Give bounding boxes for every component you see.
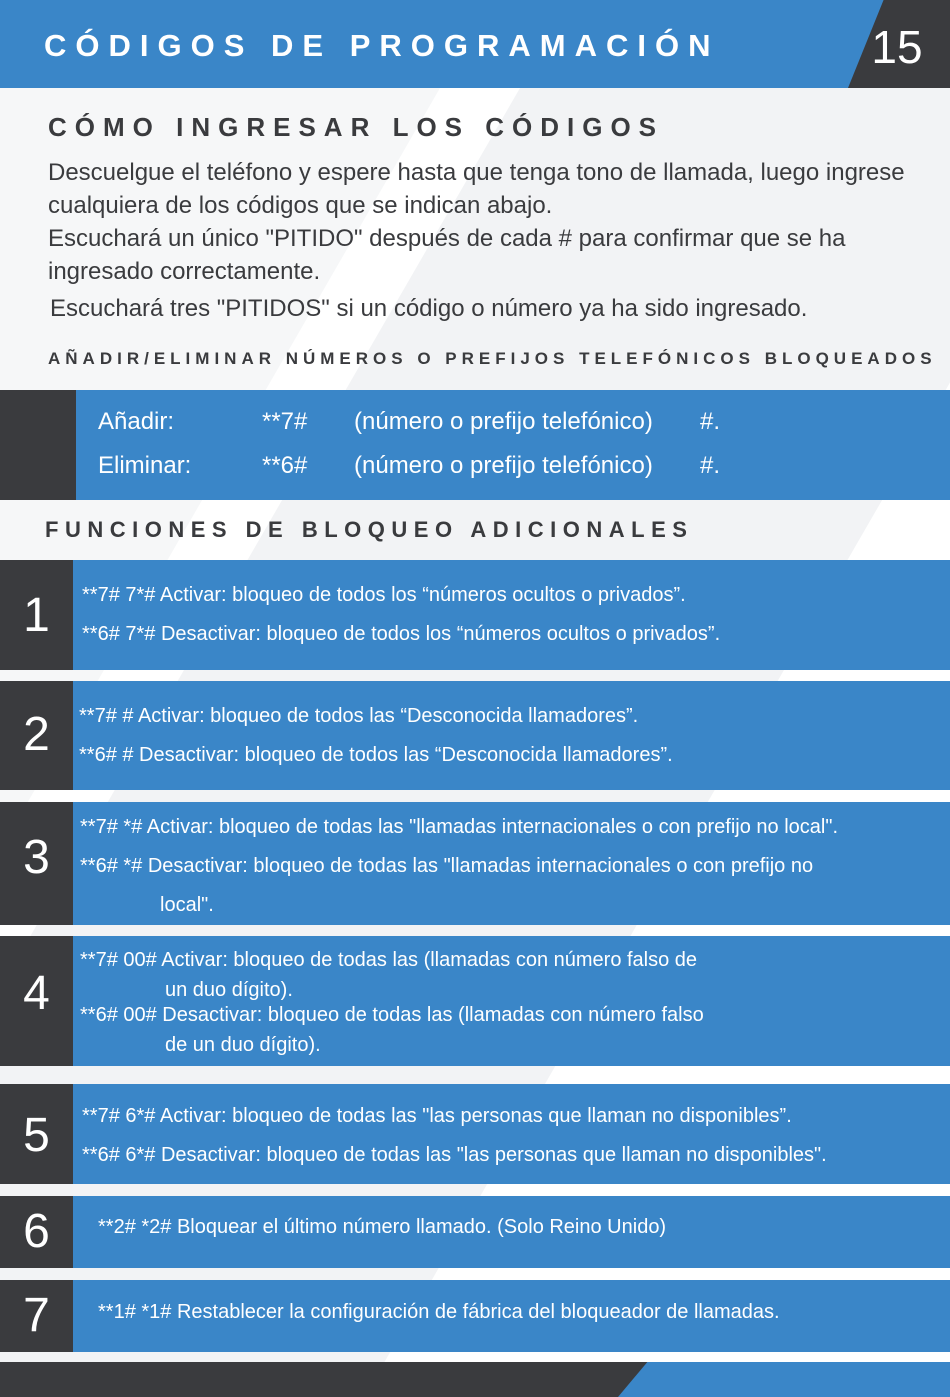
function-line: **6# *# Desactivar: bloqueo de todas las "llamadas internacionales o con prefijo no [80,855,814,877]
section-title-how-to-enter: CÓMO INGRESAR LOS CÓDIGOS [48,112,665,142]
intro-paragraph-3: Escuchará tres "PITIDOS" si un código o número ya ha sido ingresado. [50,295,808,322]
section-title-additional-functions: FUNCIONES DE BLOQUEO ADICIONALES [45,517,694,542]
function-line: **2# *2# Bloquear el último número llamado. (Solo Reino Unido) [98,1216,667,1238]
remove-target: (número o prefijo telefónico) [354,452,653,479]
intro-paragraph-2: Escuchará un único "PITIDO" después de cada # para confirmar que se ha ingresado correctamente. [48,225,846,285]
intro-paragraph-1: Descuelgue el teléfono y espere hasta que tenga tono de llamada, luego ingrese cualquiera de los códigos que se indican abajo. [48,159,905,219]
section-title-add-remove: AÑADIR/ELIMINAR NÚMEROS O PREFIJOS TELEFÓNICOS BLOQUEADOS [48,349,937,368]
add-code: **7# [262,408,308,435]
function-block-7 [0,1280,950,1352]
function-block-1 [0,560,950,670]
function-line: **6# # Desactivar: bloqueo de todos las “Desconocida llamadores”. [79,744,673,766]
function-number: 4 [23,967,50,1020]
function-line: **7# 7*# Activar: bloqueo de todos los “números ocultos o privados”. [82,584,686,606]
function-block-2 [0,681,950,790]
add-row [98,408,798,440]
remove-row [98,452,798,484]
function-number: 1 [23,589,50,642]
function-line: **6# 7*# Desactivar: bloqueo de todos los “números ocultos o privados”. [82,623,721,645]
function-line: un duo dígito). [165,979,293,1001]
function-number: 7 [23,1289,50,1342]
page-title: CÓDIGOS DE PROGRAMACIÓN [44,28,720,63]
function-line: **7# # Activar: bloqueo de todos las “Desconocida llamadores”. [79,705,639,727]
function-line: **7# 6*# Activar: bloqueo de todas las "las personas que llaman no disponibles”. [82,1105,792,1127]
add-target: (número o prefijo telefónico) [354,408,653,435]
function-line: de un duo dígito). [165,1034,321,1056]
add-end: #. [700,408,721,435]
page-number: 15 [871,21,923,73]
remove-code: **6# [262,452,308,479]
remove-label: Eliminar: [98,452,192,479]
function-line: **1# *1# Restablecer la configuración de fábrica del bloqueador de llamadas. [98,1301,780,1323]
remove-end: #. [700,452,721,479]
function-block-5 [0,1084,950,1184]
function-line: local". [160,894,214,916]
function-number: 2 [23,708,50,761]
function-line: **6# 00# Desactivar: bloqueo de todas las (llamadas con número falso [80,1004,704,1026]
function-number: 6 [23,1205,50,1258]
function-number: 5 [23,1109,50,1162]
function-line: **7# *# Activar: bloqueo de todas las "llamadas internacionales o con prefijo no local". [80,816,838,838]
function-block-6 [0,1196,950,1268]
function-number: 3 [23,831,50,884]
function-block-3 [0,802,950,925]
page-footer [0,1362,950,1397]
function-block-4 [0,936,950,1066]
add-label: Añadir: [98,408,175,435]
function-line: **7# 00# Activar: bloqueo de todas las (llamadas con número falso de [80,949,698,971]
page-header [0,0,950,88]
function-line: **6# 6*# Desactivar: bloqueo de todas las "las personas que llaman no disponibles". [82,1144,827,1166]
